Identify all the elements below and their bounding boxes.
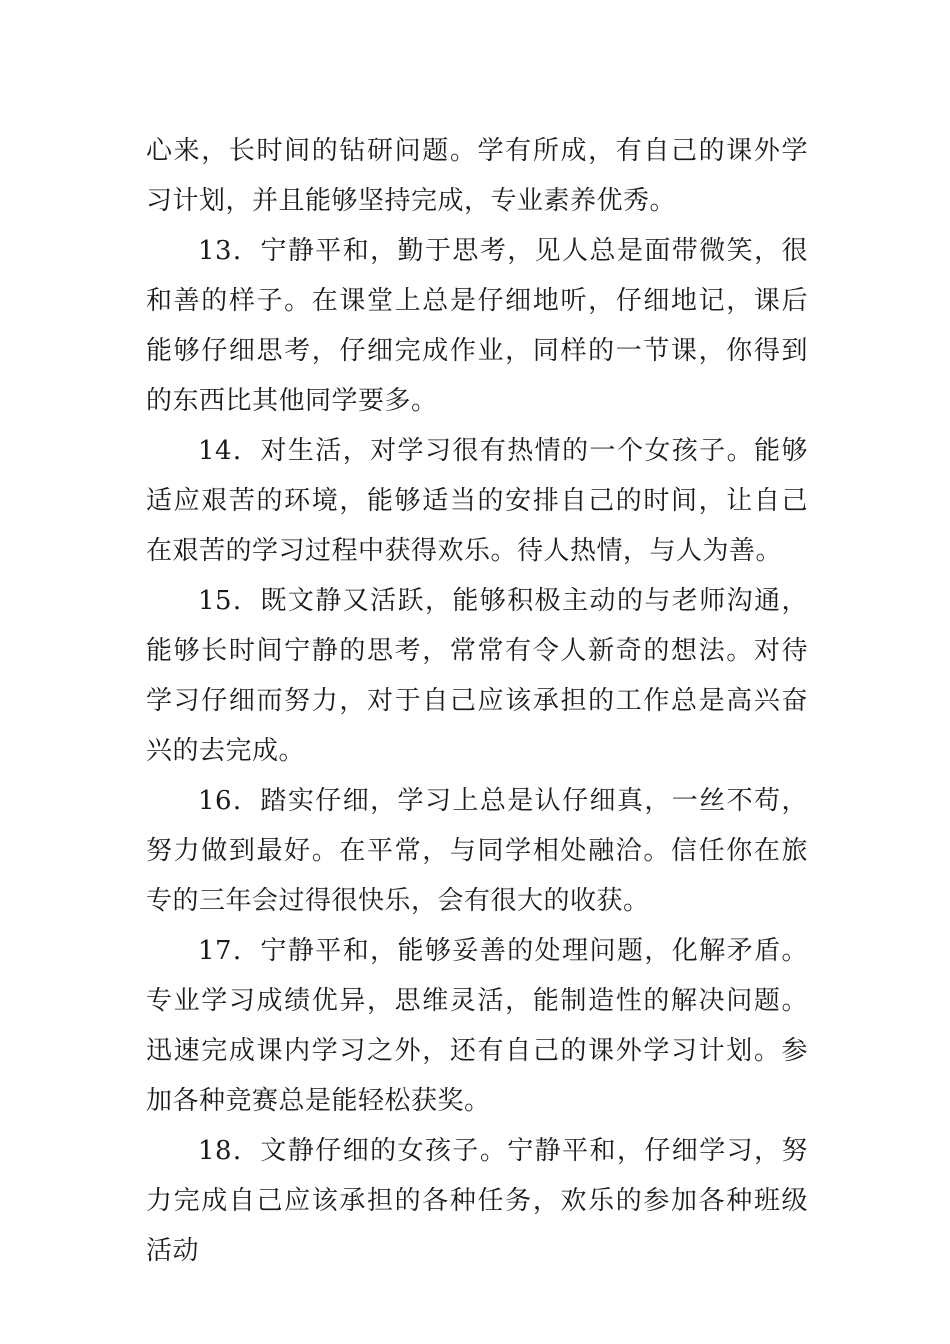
paragraph-item-13: 13．宁静平和，勤于思考，见人总是面带微笑，很和善的样子。在课堂上总是仔细地听，仔细地记，课后能够仔细思考，仔细完成作业，同样的一节课，你得到的东西比其他同学要多。 xyxy=(146,236,808,416)
paragraph-item-14: 14．对生活，对学习很有热情的一个女孩子。能够适应艰苦的环境，能够适当的安排自己的时间，让自己在艰苦的学习过程中获得欢乐。待人热情，与人为善。 xyxy=(146,436,808,566)
paragraph-item-16: 16．踏实仔细，学习上总是认仔细真，一丝不苟，努力做到最好。在平常，与同学相处融洽。信任你在旅专的三年会过得很快乐，会有很大的收获。 xyxy=(146,786,808,916)
paragraph-item-15: 15．既文静又活跃，能够积极主动的与老师沟通，能够长时间宁静的思考，常常有令人新奇的想法。对待学习仔细而努力，对于自己应该承担的工作总是高兴奋兴的去完成。 xyxy=(146,586,808,766)
paragraph-item-18: 18．文静仔细的女孩子。宁静平和，仔细学习，努力完成自己应该承担的各种任务，欢乐的参加各种班级活动 xyxy=(146,1136,808,1266)
paragraph-continuation: 心来，长时间的钻研问题。学有所成，有自己的课外学习计划，并且能够坚持完成，专业素养优秀。 xyxy=(146,136,808,216)
paragraph-item-17: 17．宁静平和，能够妥善的处理问题，化解矛盾。专业学习成绩优异，思维灵活，能制造性的解决问题。迅速完成课内学习之外，还有自己的课外学习计划。参加各种竞赛总是能轻松获奖。 xyxy=(146,936,808,1116)
document-body xyxy=(146,126,808,1276)
